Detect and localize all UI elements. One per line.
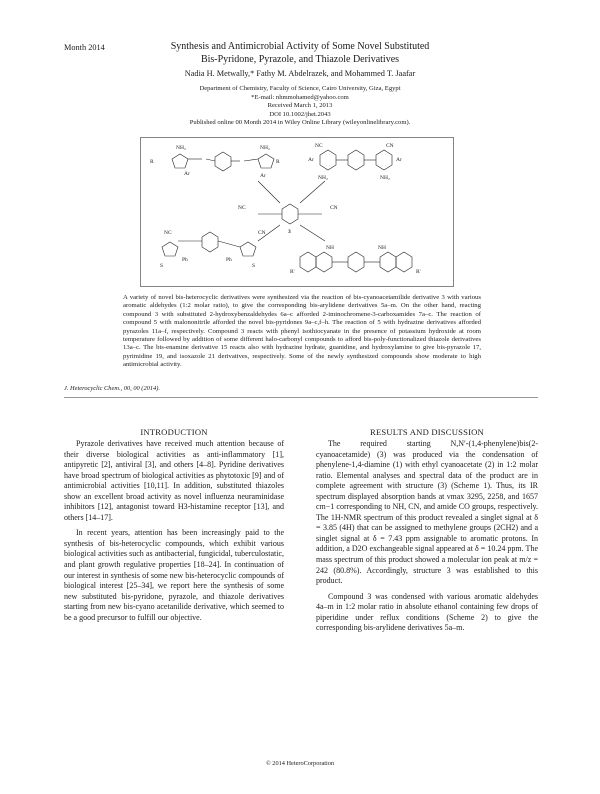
abstract: A variety of novel bis-heterocyclic derivatives were synthesized via the reaction of bis-cyanoacetamilide derivative 3 with various aromatic aldehydes (1:2 molar ratio), to give the corresponding bis-arylidene derivatives 5a–m. On the other hand, reacting compound 3 with substituted 2-hydroxybenzaldehydes 6a–c afforded 2-iminochromene-3-carboxamides 7a–c. The reaction of compound 5 with malononitrile afforded the novel bis-pyridones 9a–c,f–h. The reaction of 5 with hydrazine derivatives afforded pyrazoles 11a–f, respectively. Compound 3 reacts with phenyl isothiocyanate in the presence of potassium hydroxide at room temperature followed by addition of some different halo-carbonyl compounds to afford bis-poly-functionalized thiazole derivatives 13a–c. The bis-enamine derivative 15 reacts also with hydrazine hydrate, guanidine, and hydroxylamine to give bis-pyrazole 17, pyrimidine 19, and isoxazole 21 derivatives, respectively. Some of the newly synthesized compounds show moderate to high antimicrobial activity. <box>123 294 481 369</box>
label-nh-2: NH <box>378 245 386 251</box>
introduction-heading: INTRODUCTION <box>140 427 208 437</box>
label-ar-1: Ar <box>184 171 190 177</box>
phenylene-ring-1 <box>215 152 231 171</box>
label-nc-1: NC <box>315 143 323 149</box>
title-line-1: Synthesis and Antimicrobial Activity of Some Novel Substituted <box>170 41 430 52</box>
thiazole-ring-1 <box>162 242 178 256</box>
introduction-paragraph-1: Pyrazole derivatives have received much attention because of their diverse biological activities as anti-inflammatory [1], antipyretic [2], antiviral [3], and others [4–8]. Pyridine derivatives have broad spectrum of biological activities as phytotoxic [9] and of antimicrobial activities [10,11]. In addition, substituted thiazoles show an excellent broad activity as novel influenza neuraminidase inhibitors [12], antagonist toward H3-histamine receptor [13], and others [14–17]. <box>64 439 284 522</box>
doi: DOI 10.1002/jhet.2043 <box>269 110 331 118</box>
chromene-pyran-ring-2 <box>380 252 396 272</box>
introduction-column <box>64 439 284 623</box>
label-nc-3: NC <box>164 230 172 236</box>
phenylene-ring-3 <box>202 232 218 252</box>
department: Department of Chemistry, Faculty of Science, Cairo University, Giza, Egypt <box>199 85 401 92</box>
chromene-pyran-ring-1 <box>316 252 332 272</box>
results-heading-wrap <box>316 422 538 440</box>
central-phenylene-ring <box>282 204 298 224</box>
label-cn-1: CN <box>386 143 394 149</box>
running-date: Month 2014 <box>64 43 105 52</box>
pyridone-ring-1 <box>320 150 336 170</box>
graphical-abstract-scheme <box>140 137 454 287</box>
label-nh2-3: NH₂ <box>318 175 328 181</box>
chromene-benzo-ring-2 <box>396 252 412 272</box>
label-s-2: S <box>252 263 256 269</box>
label-s-1: S <box>160 263 164 269</box>
label-ph-2: Ph <box>226 257 232 263</box>
pyrazole-ring-2 <box>258 154 274 168</box>
copyright-footer: © 2014 HeteroCorporation <box>265 760 335 767</box>
label-nc-2: NC <box>238 205 246 211</box>
label-rprime-2: R' <box>416 269 421 275</box>
published-online: Published online 00 Month 2014 in Wiley Online Library (wileyonlinelibrary.com). <box>189 119 411 127</box>
introduction-paragraph-2: In recent years, attention has been increasingly paid to the synthesis of bis-heterocyclic compounds, which exhibit various biological activities such as antibacterial, fungicidal, tuberculostatic, and plant growth regulative properties [18–24]. In continuation of our interest in synthesis of some new bis-heterocyclic compounds of biological interest [25–34], we report here the synthesis of some new substituted bis-pyridone, pyrazole, and thiazole derivatives starting from new bis-cyano acetanilide derivative, which seemed to be a good precursor to fulfill our objective. <box>64 528 284 622</box>
label-ar-4: Ar <box>396 157 402 163</box>
pyrazole-ring-1 <box>172 154 188 168</box>
arrow-to-pyrazole <box>258 181 280 203</box>
journal-citation: J. Heterocyclic Chem., 00, 00 (2014). <box>64 385 160 392</box>
label-nh2-1: NH₂ <box>176 145 186 151</box>
label-cn-2: CN <box>330 205 338 211</box>
results-column <box>316 439 538 634</box>
phenylene-ring-4 <box>348 252 364 272</box>
results-paragraph-1: The required starting N,N′-(1,4-phenylene)bis(2-cyanoacetamide) (3) was produced via the condensation of phenylene-1,4-diamine (1) with ethyl cyanoacetate (2) in 1:2 molar ratio. Elemental analyses and spectral data of the product are in complete agreement with structure (3) (Scheme 1). Thus, its IR spectrum displayed absorption bands at νmax 3295, 2258, and 1657 cm−1 corresponding to NH, CN, and amide CO groups, respectively. The 1H-NMR spectrum of this product revealed a singlet signal at δ = 3.85 (4H) that can be assigned to methylene groups (2CH2) and a singlet signal at δ = 7.43 ppm assignable to aromatic protons. In addition, a D2O exchangeable signal appeared at δ = 10.24 ppm. The mass spectrum of this product showed a molecular ion peak at m/z = 242 (80.8%). Accordingly, structure 3 was established to this product. <box>316 439 538 586</box>
label-cn-3: CN <box>258 230 266 236</box>
pyridone-ring-2 <box>376 150 392 170</box>
label-ph-1: Ph <box>182 257 188 263</box>
label-nh2-4: NH₂ <box>380 175 390 181</box>
label-nh-1: NH <box>326 245 334 251</box>
chromene-benzo-ring-1 <box>300 252 316 272</box>
label-r-2: R <box>276 159 280 165</box>
label-r-1: R <box>150 159 154 165</box>
results-heading: RESULTS AND DISCUSSION <box>370 427 484 437</box>
arrow-to-pyridone <box>300 181 325 203</box>
paper-title <box>150 41 450 66</box>
authors: Nadia H. Metwally,* Fathy M. Abdelrazek, and Mohammed T. Jaafar <box>184 69 416 78</box>
thiazole-ring-2 <box>240 242 256 256</box>
section-divider <box>64 397 538 398</box>
label-nh2-2: NH₂ <box>260 145 270 151</box>
affiliation-block <box>150 85 450 128</box>
phenylene-ring-2 <box>348 150 364 170</box>
introduction-heading-wrap <box>64 422 284 440</box>
label-ar-2: Ar <box>260 173 266 179</box>
label-compound-3: 3 <box>288 229 291 235</box>
label-ar-3: Ar <box>308 157 314 163</box>
email: *E-mail: nhmmohamed@yahoo.com <box>251 93 349 101</box>
results-paragraph-2: Compound 3 was condensed with various aromatic aldehydes 4a–m in 1:2 molar ratio in absolute ethanol containing few drops of piperidine under reflux conditions (Scheme 2) to give the corresponding bis-arylidene derivatives 5a–m. <box>316 591 538 633</box>
received-date: Received March 1, 2013 <box>267 102 333 110</box>
arrow-to-chromene <box>300 225 325 241</box>
label-rprime-1: R' <box>290 269 295 275</box>
title-line-2: Bis-Pyridone, Pyrazole, and Thiazole Derivatives <box>200 53 400 65</box>
